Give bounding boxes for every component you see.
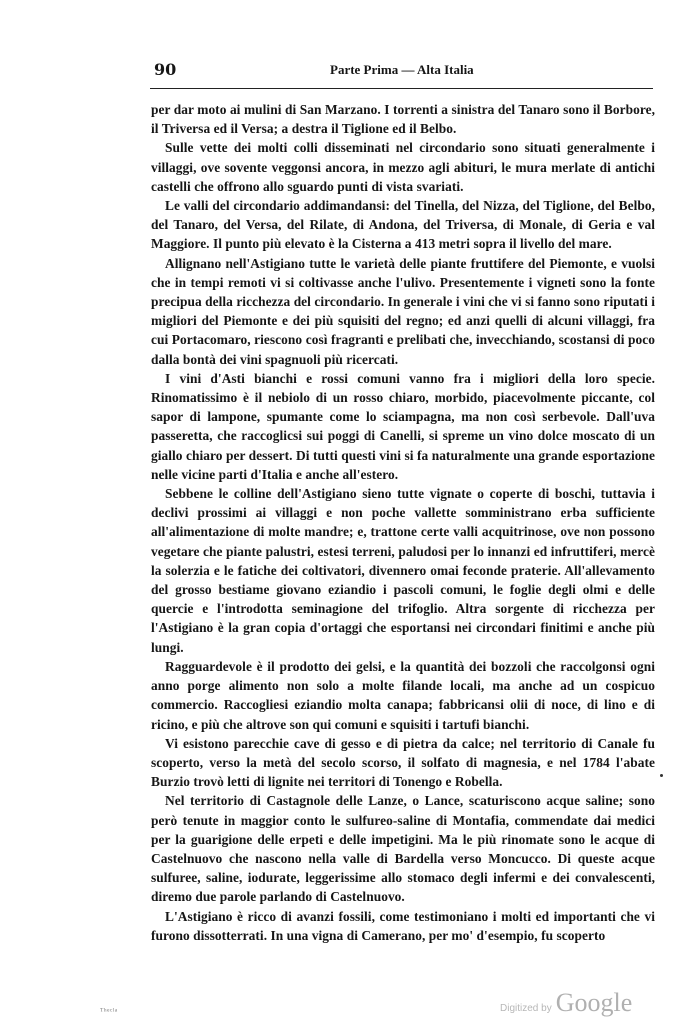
watermark-prefix: Digitized by <box>500 1003 552 1014</box>
paragraph: Ragguardevole è il prodotto dei gelsi, e la quantità dei bozzoli che raccolgonsi ogni anno porge alimento non solo a molte filande locali, ma anche ad un cospicuo commercio. Raccogliesi eziandio molta canapa; fabbricansi olii di noce, di lino e di ricino, e più che altrove son qui comuni e squisiti i tartufi bianchi. <box>151 658 655 732</box>
paragraph: Nel territorio di Castagnole delle Lanze, o Lance, scaturiscono acque saline; sono però tenute in maggior conto le sulfureo-saline di Montafia, commendate dai medici per la guarigione delle erpeti e delle impetigini. Ma le più rinomate sono le acque di Castelnuovo che nascono nella valle di Bardella verso Moncucco. Di queste acque sulfuree, saline, iodurate, leggerissime allo stomaco degli infermi e dei convalescenti, diremo due parole parlando di Castelnuovo. <box>151 793 655 905</box>
paragraph: per dar moto ai mulini di San Marzano. I torrenti a sinistra del Tanaro sono il Borbore, il Triversa ed il Versa; a destra il Tiglione ed il Belbo. <box>151 102 655 137</box>
paragraph: L'Astigiano è ricco di avanzi fossili, come testimoniano i molti ed importanti che vi furono dissotterrati. In una vigna di Camerano, per mo' d'esempio, fu scoperto <box>151 908 655 943</box>
paragraph: Sebbene le colline dell'Astigiano sieno tutte vignate o coperte di boschi, tuttavia i declivi prossimi ai villaggi e non poche vallette somministrano erba sufficiente all'alimentazione di molte mandre; e, trattone certe valli acquitrinose, ove non possono vegetare che piante palustri, estesi terreni, paludosi per lo innanzi ed infruttiferi, mercè la solerzia e le fatiche dei coltivatori, divennero omai feconde praterie. All'allevamento del grosso bestiame giovano eziandio i pascoli comuni, le foglie degli olmi e delle quercie e l'introdotta seminagione del trifoglio. Altra sorgente di ricchezza per l'Astigiano è la gran copia d'ortaggi che esportansi nei circondari finitimi e anche più lungi. <box>151 486 655 655</box>
body-text <box>151 100 655 945</box>
paragraph: Le valli del circondario addimandansi: del Tinella, del Nizza, del Tiglione, del Belbo, del Tanaro, del Versa, del Rilate, di Andona, del Triversa, di Monale, di Geria e val Maggiore. Il punto più elevato è la Cisterna a 413 metri sopra il livello del mare. <box>151 198 655 252</box>
library-stamp: ᵀʰᵉᶜˡᵃ <box>100 1006 118 1016</box>
paragraph: I vini d'Asti bianchi e rossi comuni vanno fra i migliori della loro specie. Rinomatissimo è il nebiolo di un rosso chiaro, morbido, piacevolmente piccante, col sapor di lampone, spumante come lo sciampagna, ma non così serbevole. Dall'uva passeretta, che raccoglicsi sui poggi di Canelli, si spreme un vino dolce moscato di un giallo chiaro per dessert. Di tutti questi vini si fa naturalmente una grande esportazione nelle vicine parti d'Italia e anche all'estero. <box>151 370 655 482</box>
page-header <box>152 60 652 80</box>
paragraph: Vi esistono parecchie cave di gesso e di pietra da calce; nel territorio di Canale fu scoperto, verso la metà del secolo scorso, il solfato di magnesia, e nel 1784 l'abate Burzio trovò letti di lignite nei territori di Tonengo e Robella. <box>151 735 655 790</box>
page-number: 90 <box>154 60 177 79</box>
paragraph: Sulle vette dei molti colli disseminati nel circondario sono situati generalmente i villaggi, ove sovente veggonsi ancora, in mezzo agli abituri, le mura merlate di antichi castelli che offrono allo sguardo punti di vista svariati. <box>151 140 655 194</box>
running-title: Parte Prima — Alta Italia <box>330 62 474 77</box>
google-logo: Google <box>555 988 633 1017</box>
header-rule <box>150 88 653 89</box>
paragraph: Allignano nell'Astigiano tutte le varietà delle piante fruttifere del Piemonte, e vuolsi che in tempi remoti vi si coltivasse anche l'ulivo. Presentemente i vigneti sono la fonte precipua della ricchezza del circondario. In generale i vini che vi si fanno sono riputati i migliori del Piemonte e dei più squisiti del regno; ed anzi quelli di alcuni villaggi, fra cui Portacomaro, riescono così fragranti e prelibati che, invecchiando, scostansi di poco dalla bontà dei vini spagnuoli più ricercati. <box>151 255 656 367</box>
google-watermark <box>500 988 632 1018</box>
margin-mark <box>660 774 663 777</box>
